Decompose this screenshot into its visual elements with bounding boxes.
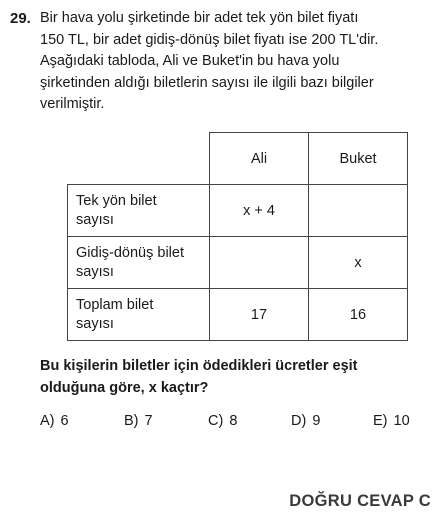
option-value: 6 [60, 413, 69, 429]
row-header-line: sayısı [76, 211, 114, 228]
option-value: 7 [144, 413, 153, 429]
question-line: verilmiştir. [40, 96, 105, 112]
row-header-line: Tek yön bilet [76, 192, 157, 209]
row-header-toplam [68, 289, 210, 341]
prompt-line: olduğuna göre, x kaçtır? [40, 379, 209, 396]
option-e[interactable] [373, 413, 410, 429]
question-number: 29. [10, 10, 31, 27]
table-row [68, 237, 408, 289]
ticket-table [67, 132, 408, 341]
column-header-buket: Buket [309, 133, 408, 185]
option-c[interactable] [208, 413, 237, 429]
row-header-line: sayısı [76, 263, 114, 280]
answer-options [40, 413, 435, 433]
question-prompt [40, 356, 435, 399]
option-d[interactable] [291, 413, 320, 429]
table-header-row [68, 133, 408, 185]
option-letter: B) [124, 413, 139, 429]
table-corner-cell [68, 133, 210, 185]
column-header-ali: Ali [210, 133, 309, 185]
row-header-line: Toplam bilet [76, 296, 154, 313]
question-line: Bir hava yolu şirketinde bir adet tek yön bilet fiyatı [40, 10, 359, 26]
question-line: 150 TL, bir adet gidiş-dönüş bilet fiyatı ise 200 TL'dir. [40, 31, 379, 48]
cell-ali-toplam: 17 [210, 289, 309, 341]
option-b[interactable] [124, 413, 153, 429]
prompt-line: Bu kişilerin biletler için ödedikleri ücretler eşit [40, 358, 358, 374]
option-value: 10 [393, 413, 410, 429]
option-letter: A) [40, 413, 55, 429]
cell-buket-tek-yon [309, 185, 408, 237]
row-header-gidis-donus [68, 237, 210, 289]
cell-buket-gidis-donus: x [309, 237, 408, 289]
row-header-line: sayısı [76, 315, 114, 332]
cell-buket-toplam: 16 [309, 289, 408, 341]
option-value: 9 [312, 413, 321, 429]
row-header-tek-yon [68, 185, 210, 237]
row-header-line: Gidiş-dönüş bilet [76, 244, 184, 261]
option-letter: D) [291, 413, 307, 429]
option-letter: C) [208, 413, 224, 429]
option-a[interactable] [40, 413, 69, 429]
table-row [68, 289, 408, 341]
option-letter: E) [373, 413, 388, 429]
question-line: şirketinden aldığı biletlerin sayısı ile ilgili bazı bilgiler [40, 74, 374, 91]
cell-ali-gidis-donus [210, 237, 309, 289]
table-row [68, 185, 408, 237]
correct-answer-label: DOĞRU CEVAP C [289, 492, 431, 510]
option-value: 8 [229, 413, 238, 429]
cell-ali-tek-yon: x + 4 [210, 185, 309, 237]
question-line: Aşağıdaki tabloda, Ali ve Buket'in bu hava yolu [40, 53, 340, 69]
question-text [40, 8, 435, 116]
